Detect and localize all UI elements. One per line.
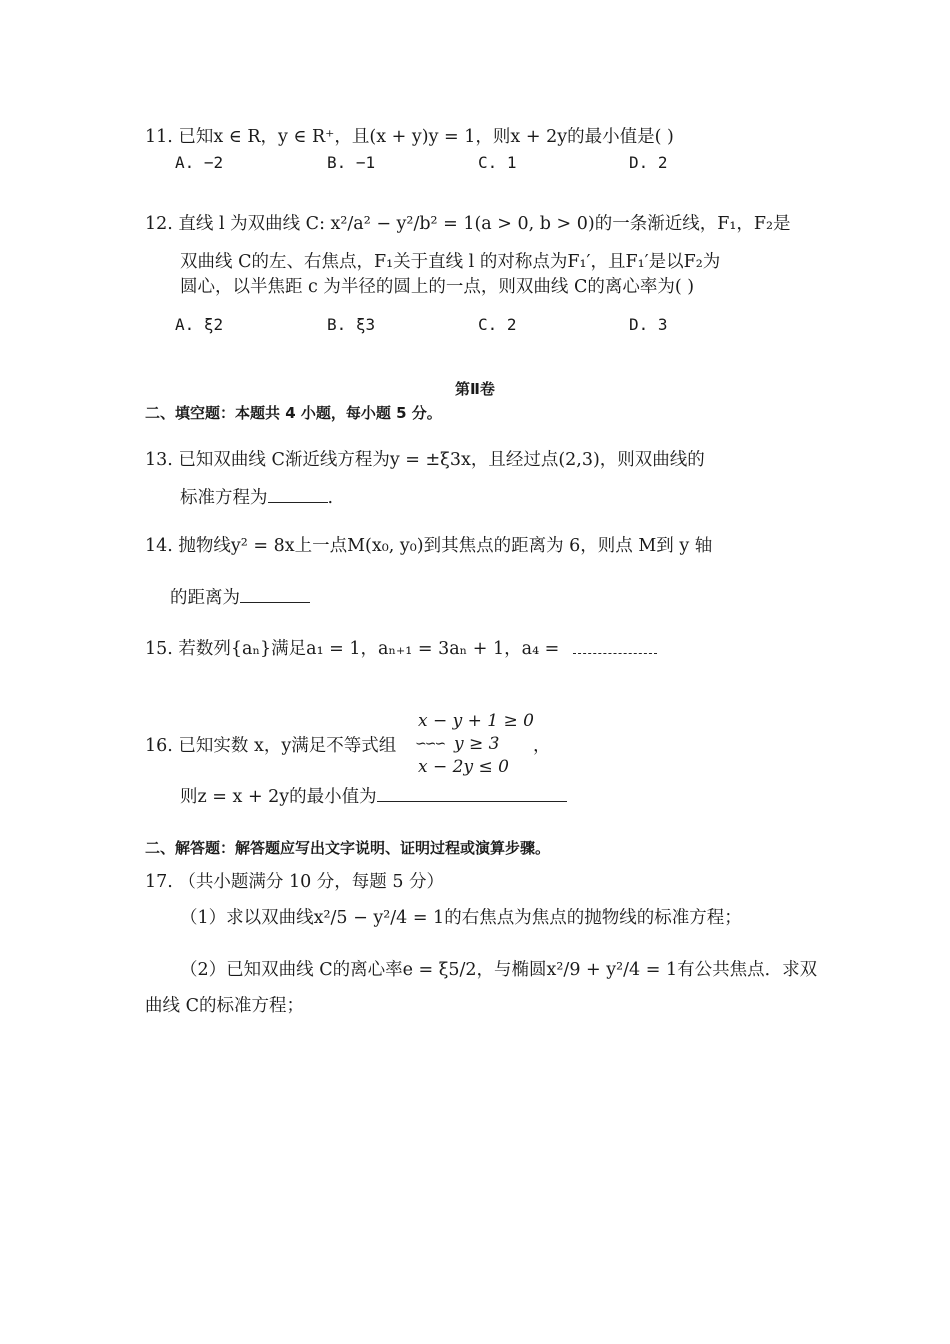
q11-option-c: C. 1 — [478, 153, 517, 172]
q13-answer-blank[interactable] — [268, 484, 328, 503]
q14-answer-blank[interactable] — [240, 584, 310, 603]
q12-option-c: C. 2 — [478, 315, 517, 334]
q11-option-a: A. −2 — [175, 153, 224, 172]
q16-comma: ， — [533, 736, 551, 756]
q12-line3: 圆心，以半焦距 c 为半径的圆上的一点，则双曲线 C的离心率为( ) — [180, 277, 695, 297]
fill-in-header: 二、填空题：本题共 4 小题，每小题 5 分。 — [145, 404, 442, 422]
q16-line2 — [180, 783, 567, 809]
q13-line1: 13. 已知双曲线 C渐近线方程为y = ±ξ3x，且经过点(2,3)，则双曲线的 — [145, 450, 705, 470]
q12-option-a: A. ξ2 — [175, 315, 224, 334]
q15-text: 15. 若数列{aₙ}满足a₁ = 1，aₙ₊₁ = 3aₙ + 1，a₄ = — [145, 639, 560, 659]
q11-option-b: B. −1 — [327, 153, 376, 172]
section-title: 第Ⅱ卷 — [455, 380, 495, 398]
q12-line1: 12. 直线 l 为双曲线 C: x²/a² − y²/b² = 1(a > 0, b > 0)的一条渐近线，F₁，F₂是 — [145, 214, 791, 234]
brace-icon: ∽∽∽ — [415, 736, 445, 752]
q16-condition-3: x − 2y ≤ 0 — [418, 757, 509, 777]
q12-option-d: D. 3 — [629, 315, 668, 334]
q16-line2-text: 则z = x + 2y的最小值为 — [180, 787, 377, 807]
q17-part1: （1）求以双曲线x²/5 − y²/4 = 1的右焦点为焦点的抛物线的标准方程； — [180, 908, 742, 928]
q11-option-d: D. 2 — [629, 153, 668, 172]
q17-line1: 17. （共小题满分 10 分，每题 5 分） — [145, 872, 445, 892]
q15-answer-blank[interactable] — [573, 635, 657, 654]
q16-lead: 16. 已知实数 x，y满足不等式组 — [145, 736, 397, 756]
q14-line2-text: 的距离为 — [170, 588, 240, 608]
q17-part2-line1: （2）已知双曲线 C的离心率e = ξ5/2，与椭圆x²/9 + y²/4 = 1有公共焦点．求双 — [180, 960, 818, 980]
q14-line2 — [170, 584, 310, 610]
q15-line1 — [145, 635, 657, 661]
answer-header: 二、解答题：解答题应写出文字说明、证明过程或演算步骤。 — [145, 839, 551, 857]
q12-line2: 双曲线 C的左、右焦点，F₁关于直线 l 的对称点为F₁′，且F₁′是以F₂为 — [180, 252, 721, 272]
q16-answer-blank[interactable] — [377, 783, 567, 802]
q11-stem: 11. 已知x ∈ R，y ∈ R⁺，且(x + y)y = 1，则x + 2y的最小值是( ) — [145, 127, 674, 147]
q17-part2-line2: 曲线 C的标准方程； — [145, 996, 304, 1016]
q13-line2-text: 标准方程为 — [180, 488, 268, 508]
q13-line2 — [180, 484, 333, 510]
q13-line2-end: . — [327, 488, 334, 508]
q16-condition-2: y ≥ 3 — [454, 734, 500, 754]
q12-option-b: B. ξ3 — [327, 315, 376, 334]
q16-condition-1: x − y + 1 ≥ 0 — [418, 711, 534, 731]
q14-line1: 14. 抛物线y² = 8x上一点M(x₀, y₀)到其焦点的距离为 6，则点 M到 y 轴 — [145, 536, 713, 556]
